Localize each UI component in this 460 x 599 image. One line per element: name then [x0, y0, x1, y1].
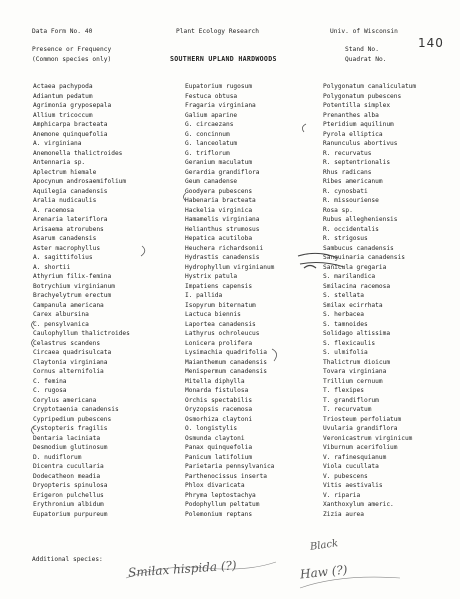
species-item: Lactuca biennis — [185, 311, 241, 318]
species-item: O. longistylis — [185, 425, 238, 432]
species-column-1 — [33, 82, 173, 519]
species-item: Maianthemum canadensis — [185, 358, 267, 366]
species-item: Triosteum perfoliatum — [323, 415, 402, 423]
species-item: Sambucus canadensis — [323, 244, 394, 252]
species-item: Parthenocissus inserta — [185, 472, 267, 480]
quadrat-label: Quadrat No. — [345, 56, 387, 63]
handwritten-note-1: Smilax hispida (?) — [127, 558, 238, 580]
species-item: Hepatica acutiloba — [185, 235, 253, 242]
species-item: Orchis spectabilis — [185, 396, 253, 404]
species-item: Osmorhiza claytoni — [185, 415, 253, 423]
species-item: Habenaria bracteata — [185, 197, 256, 204]
species-item: S. herbacea — [323, 311, 364, 318]
species-item: Anemone quinquefolia — [33, 130, 108, 138]
species-item: Athyrium filix-femina — [33, 273, 112, 280]
species-item: Rhus radicans — [323, 168, 372, 176]
species-item: Polygonatum pubescens — [323, 92, 402, 100]
form-number: Data Form No. 40 — [32, 28, 93, 35]
species-item: Viola cucullata — [323, 463, 379, 470]
species-item: Lonicera prolifera — [185, 339, 253, 347]
species-item: Heuchera richardsonii — [185, 244, 264, 252]
species-item: G. concinnum — [185, 130, 230, 138]
species-item: D. nudiflorum — [33, 453, 82, 461]
species-item: C. rugosa — [33, 387, 67, 394]
species-item: Solidago altissima — [323, 330, 391, 337]
species-item: Dentaria laciniata — [33, 434, 101, 442]
program-name: Plant Ecology Research — [176, 28, 260, 35]
species-item: A. sagittifolius — [33, 254, 93, 261]
species-item: Asarum canadensis — [33, 235, 97, 242]
species-item: Oryzopsis racemosa — [185, 406, 253, 413]
species-item: Polygonatum canaliculatum — [323, 83, 417, 90]
species-item: Polemonium reptans — [185, 510, 253, 518]
species-item: Zizia aurea — [323, 510, 364, 518]
species-item: Gerardia grandiflora — [185, 168, 260, 176]
species-item: A. virginiana — [33, 140, 82, 147]
species-item: Potentilla simplex — [323, 102, 391, 109]
species-item: Cryptotaenia canadensis — [33, 406, 119, 413]
species-item: Erythronium albidum — [33, 501, 104, 508]
species-item: V. riparia — [323, 491, 361, 499]
species-item: Caulophyllum thalictroides — [33, 330, 130, 337]
species-item: Viburnum acerifolium — [323, 444, 398, 451]
species-item: Pyrola elliptica — [323, 130, 383, 138]
species-item: Dicentra cucullaria — [33, 463, 104, 470]
species-item: Eupatorium rugosum — [185, 83, 253, 90]
species-item: Desmodium glutinosum — [33, 444, 108, 451]
species-item: Laportea canadensis — [185, 320, 256, 328]
species-item: Trillium cernuum — [323, 377, 383, 385]
species-item: Cypripedium pubescens — [33, 415, 112, 423]
species-item: A. shortii — [33, 263, 71, 271]
species-column-3 — [323, 82, 460, 519]
species-item: Aster macrophyllus — [33, 244, 101, 252]
species-item: Erigeron pulchellus — [33, 491, 104, 499]
species-item: Corylus americana — [33, 396, 97, 404]
species-item: Hackelia virginica — [185, 206, 253, 214]
species-item: Carex albursina — [33, 311, 89, 318]
species-item: V. rafinesquianum — [323, 453, 387, 461]
species-item: I. pallida — [185, 292, 223, 299]
species-item: Circaea quadrisulcata — [33, 349, 112, 356]
species-item: Rosa sp. — [323, 206, 353, 214]
species-item: Aquilegia canadensis — [33, 187, 108, 195]
species-item: Osmunda claytoni — [185, 434, 245, 442]
species-item: Geum canadense — [185, 178, 238, 185]
species-item: Sanguinaria canadensis — [323, 254, 405, 261]
species-item: Panicum latifolium — [185, 453, 253, 461]
handwritten-note-2a: Black — [309, 538, 339, 553]
common-label: (Common species only) — [32, 56, 112, 63]
page-title: SOUTHERN UPLAND HARDWOODS — [170, 55, 277, 63]
species-item: Brachyelytrum erectum — [33, 292, 112, 299]
species-item: Helianthus strumosus — [185, 225, 260, 233]
species-item: S. stellata — [323, 292, 364, 299]
species-item: Claytonia virginiana — [33, 358, 108, 366]
species-item: Menispermum canadensis — [185, 368, 267, 375]
species-item: G. triflorum — [185, 149, 230, 157]
species-item: Tovara virginiana — [323, 368, 387, 375]
species-item: Smilacina racemosa — [323, 282, 391, 290]
species-item: Hamamelis virginiana — [185, 216, 260, 223]
species-item: Prenanthes alba — [323, 111, 379, 119]
species-item: R. strigosus — [323, 235, 368, 242]
species-item: Dodecatheon meadia — [33, 472, 101, 480]
species-item: Aralia nudicaulis — [33, 197, 97, 204]
species-item: Goodyera pubescens — [185, 187, 253, 195]
species-item: Xanthoxylum americ. — [323, 501, 394, 508]
species-item: Thalictrum dioicum — [323, 358, 391, 366]
species-item: Phlox divaricata — [185, 482, 245, 489]
species-item: S. flexicaulis — [323, 339, 376, 347]
species-item: Ranunculus abortivus — [323, 140, 398, 147]
species-item: A. racemosa — [33, 206, 74, 214]
species-item: Aplectrum hiemale — [33, 168, 97, 176]
species-item: S. marilandica — [323, 273, 376, 280]
species-item: Adiantum pedatum — [33, 92, 93, 100]
species-item: Cornus alternifolia — [33, 368, 104, 375]
species-item: Cystopteris fragilis — [33, 425, 108, 432]
species-item: Hydrophyllum virginianum — [185, 263, 275, 271]
species-item: Amphicarpa bracteata — [33, 121, 108, 128]
species-item: R. recurvatus — [323, 149, 372, 157]
species-item: Galium aparine — [185, 111, 238, 119]
additional-species-label: Additional species: — [32, 556, 103, 563]
species-item: Festuca obtusa — [185, 92, 238, 100]
species-item: Parietaria pennsylvanica — [185, 463, 275, 470]
species-item: Isopyrum biternatum — [185, 301, 256, 309]
species-column-2 — [185, 82, 325, 519]
species-item: Panax quinquefolia — [185, 444, 253, 451]
species-item: R. cynosbati — [323, 187, 368, 195]
species-item: Arenaria lateriflora — [33, 216, 108, 223]
species-item: Pteridium aquilinum — [323, 121, 394, 128]
species-item: Arisaema atrorubens — [33, 225, 104, 233]
species-item: Agrimonia gryposepala — [33, 102, 112, 109]
species-item: Monarda fistulosa — [185, 387, 249, 394]
species-item: C. pensylvanica — [33, 320, 89, 328]
species-item: R. septentrionalis — [323, 159, 391, 166]
stand-label: Stand No. — [345, 46, 379, 53]
species-item: Geranium maculatum — [185, 159, 253, 166]
species-item: Veronicastrum virginicum — [323, 434, 413, 442]
species-item: T. flexipes — [323, 387, 364, 394]
species-item: Phryma leptostachya — [185, 491, 256, 499]
species-item: Antennaria sp. — [33, 159, 86, 166]
species-item: S. tamnoides — [323, 320, 368, 328]
species-item: Dryopteris spinulosa — [33, 482, 108, 489]
species-item: Impatiens capensis — [185, 282, 253, 290]
species-item: C. femina — [33, 377, 67, 385]
species-item: Apocynum androsaemifolium — [33, 178, 127, 185]
species-item: Uvularia grandiflora — [323, 425, 398, 432]
species-item: Vitis aestivalis — [323, 482, 383, 489]
species-item: Rubus allegheniensis — [323, 216, 398, 223]
species-item: Sanicula gregaria — [323, 263, 387, 271]
species-item: Eupatorium purpureum — [33, 510, 108, 518]
species-item: Lathyrus ochroleucus — [185, 330, 260, 337]
species-item: Hydrastis canadensis — [185, 254, 260, 261]
species-item: G. lanceolatum — [185, 140, 238, 147]
species-item: Hystrix patula — [185, 273, 238, 280]
species-item: Celastrus scandens — [33, 339, 101, 347]
species-item: R. missouriense — [323, 197, 379, 204]
species-item: Allium tricoccum — [33, 111, 93, 119]
species-item: G. circaezans — [185, 121, 234, 128]
species-item: Fragaria virginiana — [185, 102, 256, 109]
species-item: S. ulmifolia — [323, 349, 368, 356]
species-item: Botrychium virginianum — [33, 282, 115, 290]
species-item: R. occidentalis — [323, 225, 379, 233]
presence-label: Presence or Frequency — [32, 46, 112, 53]
handwritten-note-2b: Haw (?) — [299, 562, 349, 582]
species-item: Lysimachia quadrifolia — [185, 349, 267, 356]
species-item: Mitella diphylla — [185, 377, 245, 385]
species-item: T. recurvatum — [323, 406, 372, 413]
university-name: Univ. of Wisconsin — [330, 28, 398, 35]
species-item: Smilax ecirrhata — [323, 301, 383, 309]
species-item: Podophyllum peltatum — [185, 501, 260, 508]
stand-number-handwritten: 140 — [418, 36, 444, 50]
species-item: Campanula americana — [33, 301, 104, 309]
species-item: V. pubescens — [323, 472, 368, 480]
species-item: Anemonella thalictroides — [33, 149, 123, 157]
species-item: Ribes americanum — [323, 178, 383, 185]
species-item: T. grandiflorum — [323, 396, 379, 404]
species-item: Actaea pachypoda — [33, 83, 93, 90]
